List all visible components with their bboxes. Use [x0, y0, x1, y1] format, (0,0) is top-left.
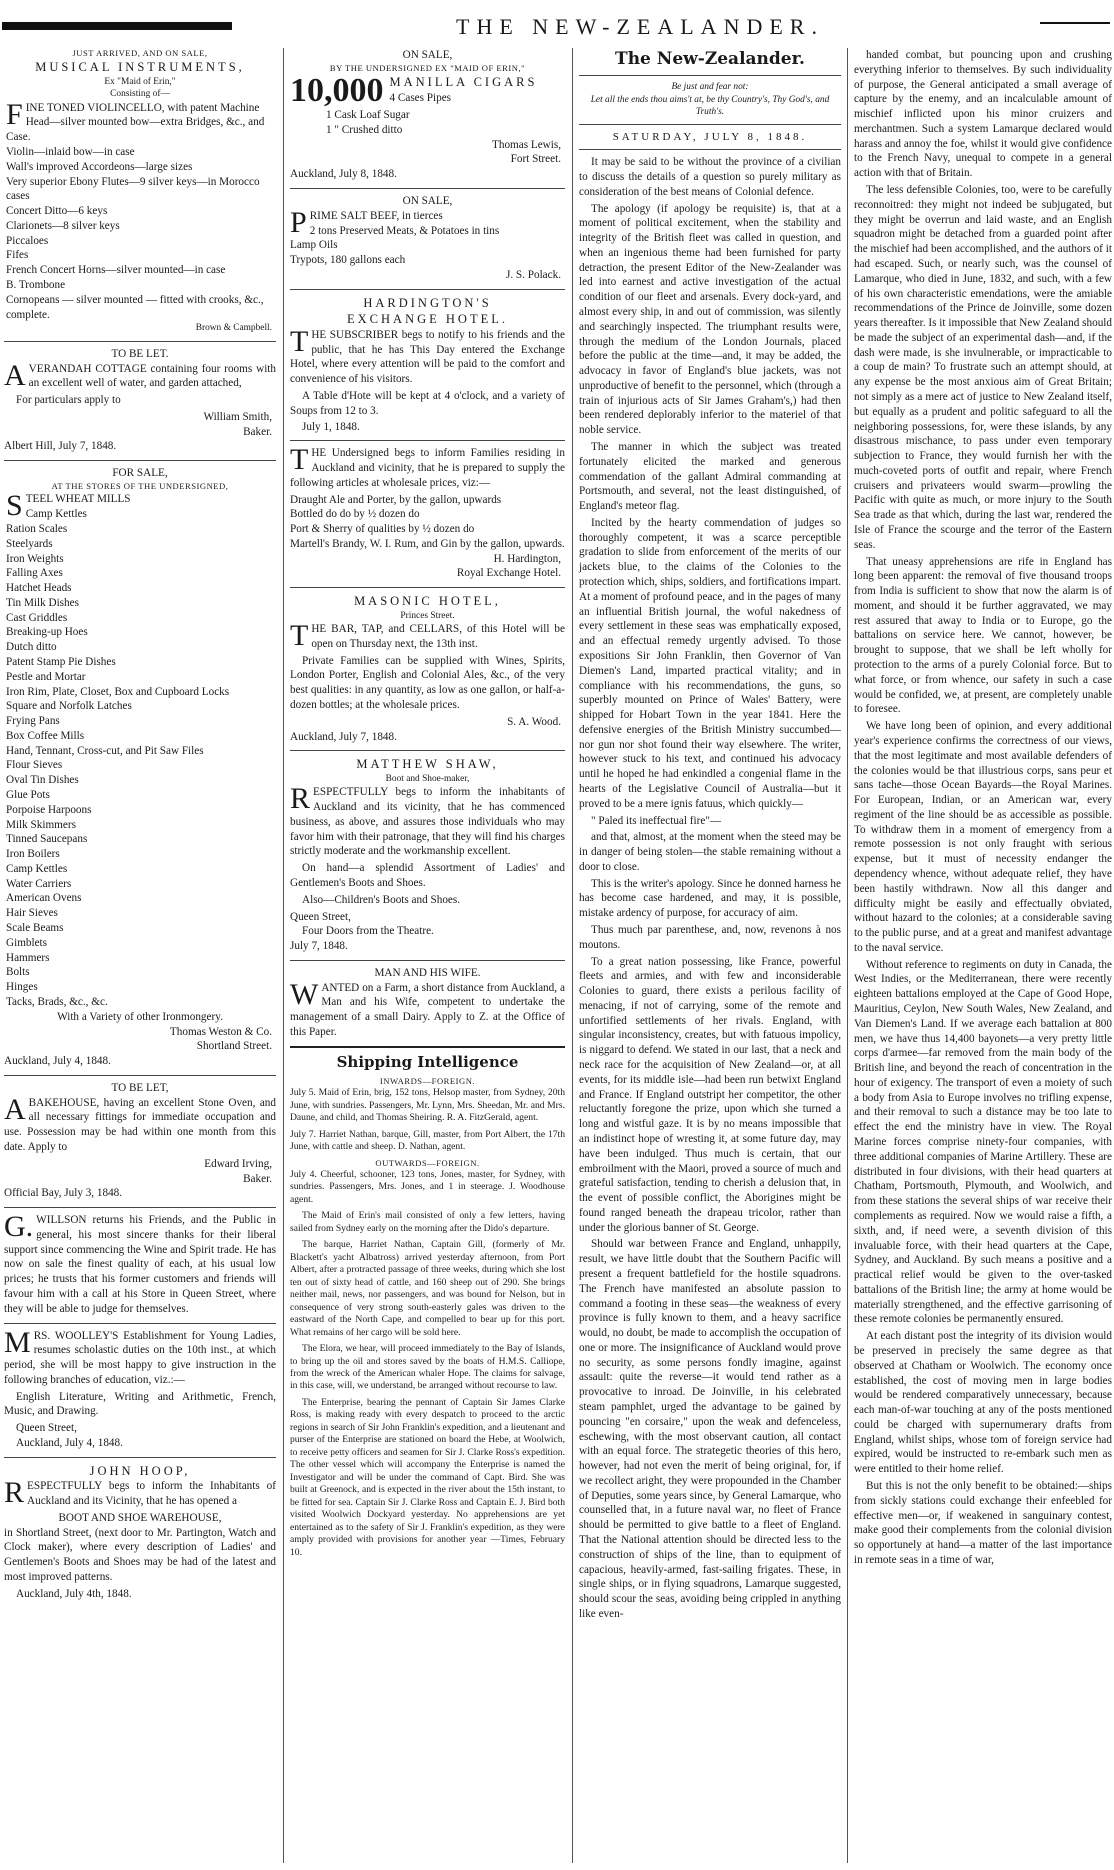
list-item: B. Trombone — [6, 279, 66, 292]
ad-hardington — [290, 295, 565, 582]
ad-date: Auckland, July 4th, 1848. — [16, 1587, 132, 1600]
list-item: Breaking-up Hoes — [6, 626, 88, 639]
section-heading: Shipping Intelligence — [336, 1052, 519, 1071]
editorial-continuation — [854, 48, 1112, 1568]
ad-heading: MATTHEW SHAW, — [356, 757, 499, 772]
list-item: Gimblets — [6, 936, 48, 949]
ad-signature: Baker. — [243, 425, 272, 438]
ad-ship: Ex "Maid of Erin," — [104, 76, 176, 87]
editorial-paragraph: Incited by the hearty commendation of judges so thoroughly competent, it was a scarce perceptible gradation to slide from enforcement of the merits of our jackets blue, to the claims of the Colonies to the protection which, ships, soldiers, and fortifications impart. At a moment of profound peace, and in the pages of many an influential British journal, the woful nakedness of every settlement in these seas was emphatically exposed, and an effectual remedy urgently advised. To those expositions Sir John Franklin, then Governor of Van Diemen's Land, imparted practical vitality; and in compliance with his recommendations, the guns, so superbly mounted on Prince of Wales' Battery, were shipped for Hobart Town in the year 1841. Here the defensive energies of the British Ministry succumbed—nor gun nor shot found their way elsewhere. The writer, however stuck to his text, and continued his advocacy until he hoped he had enkindled a congenial flame in the hearts of the Legislative Council of Australia—but it proved to be a mere ignis fatuus, which quickly— — [579, 516, 841, 810]
editorial-paragraph: That uneasy apprehensions are rife in England has long been apparent: the removal of five thousand troops from India is sufficient to show that now the alarm is of moment, and should it be further aggravated, we may rest assured that away to India or to Europe, go the battalions on service here. We cannot, however, be brought to suppose, that we shall be left wholly for protection to the arms of a purely Colonial force. But to what force, or from whence, our safety in such a case would be confided, we, at present, are completely unable to foresee. — [854, 555, 1112, 716]
list-item: PRIME SALT BEEF, in tierces — [290, 205, 443, 239]
list-item: 1 Cask Loaf Sugar — [326, 109, 410, 122]
list-item: 4 Cases Pipes — [389, 91, 452, 104]
list-item: Steelyards — [6, 537, 53, 550]
ad-subheading: Princes Street. — [400, 610, 455, 621]
ad-date: Auckland, July 7, 1848. — [290, 730, 397, 743]
list-item: 1 " Crushed ditto — [326, 123, 403, 136]
editorial-paragraph: The less defensible Colonies, too, were to be carefully reconnoitred: they might not indeed be subjugated, but they might be overrun and laid waste, and an English squadron might be detached from a guarded point after the mischief had been accomplished, and the authors of it had escaped. Such, or nearly such, was the counsel of Lamarque, who died in June, 1832, and such, with a few of his own characteristic emendations, were the amiable recommendations of the Prince de Joinville, some dozen years thereafter. Is it impossible that New Zealand should be made the subject of an experimental dash—and, if the dash were made, is she invulnerable, or impracticable to a coup de main? To frustrate such an attempt should, at any expense be the most anxious aim of Great Britain; not simply as a mere act of justice to New Zealand itself, but equally as a prudent and politic safeguard to all the neighboring possessions, for, were these islands, by any disastrous mischance, to pass under even temporary subjection to France, they would furnish her with the much-coveted ports of outfit and repair, where French cruisers and privateers would swarm—prowling the Pacific with quite as much, or more injury to the South Sea trade as that which, during the last war, rendered the Isle of France the scourge and the terror of the Eastern seas. — [854, 184, 1112, 551]
ad-signature: Thomas Weston & Co. — [169, 1025, 272, 1038]
ad-body: Private Families can be supplied with Wines, Spirits, London Porter, English and Colonial Ales, &c., of the very best qualities: in any quantity, as low as one gallon, or half-a-dozen bottles; at the wholesale prices. — [290, 654, 565, 712]
ad-heading: HARDINGTON'S — [363, 295, 492, 310]
list-item: Bolts — [6, 966, 30, 979]
ad-heading: MASONIC HOTEL, — [354, 594, 501, 609]
editorial-paragraph: We have long been of opinion, and every additional year's experience confirms the correctness of our views, that the most legitimate and most available defenders of the colonies would be that illustrious corps, sans peur et sans tache—those Ocean Bayards—the Royal Marines. For European, Indian, or an American war, every regiment of the line should be as accessible as possible. To withdraw them in a moment of emergency from a remote possession is not only fraught with serious expense, but it must of necessity endanger the dependency whence, without adequate relief, they have been hastily withdrawn. Now all this danger and difficulty might be easily and effectually obviated, without hazard to the colonies; at a considerable saving to the public purse, and at a great and manifest advantage to the naval service. — [854, 720, 1112, 954]
list-item: Pestle and Mortar — [6, 670, 86, 683]
ad-body: THE Undersigned begs to inform Families residing in Auckland and vicinity, that he is prepared to supply the following articles at wholesale prices, viz:— — [290, 443, 565, 489]
list-item: Wall's improved Accordeons—large sizes — [6, 160, 193, 173]
ad-date: Auckland, July 8, 1848. — [290, 168, 397, 181]
editorial-date: SATURDAY, JULY 8, 1848. — [612, 130, 808, 143]
editorial-paragraph: handed combat, but pouncing upon and crushing everything inferior to themselves. By such individuality of purpose, the General anticipated a small average of capture by the enemy, and an incalculable amount of mischief inflicted upon his minor cruizers and merchantmen. Such a system Lamarque declared would harass and annoy the foe, whilst it would give confidence to the French Navy, unequal to compete in a general action with that of Britain. — [854, 49, 1112, 180]
ad-body: A Table d'Hote will be kept at 4 o'clock, and a variety of Soups from 12 to 3. — [290, 389, 565, 417]
editorial-paragraph: Without reference to regiments on duty in Canada, the West Indies, or the Mediterranean, there were recently eighteen battalions employed at the Cape of Good Hope, Mauritius, Ceylon, New South Wales, New Zealand, and Van Diemen's Land. If we average each battalion at 800 men, we have thus 14,400 bayonets—a very pretty little corps d'armee—far removed from the main body of the British line, and beyond the reach of concentration in the hour of exigency. The transport of even a moiety of such a body from Asia to Europe involves no trifling expense, and their removal to such a distance may be too late to effect the end the ministry have in view. The Royal Marine forces comprise ninety-four companies, with three additional companies of Marine Artillery. These are distributed in four divisions, with their head quarters at Chatham, Portsmouth, Plymouth, and Woolwich, and from these stations the several ships of war receive their complements as required. Now we would raise a fifth, a sixth, and, if need were, a seventh division of this invaluable force, with their head quarters at the Cape, Sydney, and Auckland. By such means a positive and a practical relief would be given to the over-tasked battalions of the British line; the army at home would be materially strengthened, and the effective garrisoning of these remote colonies be permanently ensured. — [854, 958, 1112, 1326]
ad-title: MUSICAL INSTRUMENTS, — [35, 60, 245, 75]
list-item: Oval Tin Dishes — [6, 774, 79, 787]
ad-signature: S. A. Wood. — [507, 715, 561, 728]
shipping-entry: July 4. Cheerful, schooner, 123 tons, Jones, master, for Sydney, with sundries. Passengers, Mrs. Jones, and 1 in steerage. J. Woodhouse agent. — [290, 1168, 565, 1205]
list-item: Draught Ale and Porter, by the gallon, upwards — [290, 493, 502, 506]
list-item: Martell's Brandy, W. I. Rum, and Gin by the gallon, upwards. — [290, 537, 565, 550]
column-1 — [4, 48, 276, 1608]
list-item: Piccaloes — [6, 234, 49, 247]
ad-body: G.WILLSON returns his Friends, and the Public in general, his most sincere thanks for their liberal support since commencing the Wine and Spirit trade. He has now on sale the finest quality of each, at his usual low prices; he trusts that his former customers and friends will favour him with a call at his Store in Queen Street, where they will be able to judge for themselves. — [4, 1210, 276, 1315]
shipping-paragraph: The Maid of Erin's mail consisted of only a few letters, having sailed from Sydney early on the morning after the Dido's departure. — [290, 1210, 565, 1234]
subheading: OUTWARDS—FOREIGN. — [375, 1157, 480, 1168]
ad-woolley — [4, 1325, 276, 1451]
list-item: Hand, Tennant, Cross-cut, and Pit Saw Files — [6, 744, 204, 757]
ad-pre: JUST ARRIVED, AND ON SALE, — [72, 48, 208, 58]
shipping-paragraph: The Elora, we hear, will proceed immediately to the Bay of Islands, to bring up the oil and stores saved by the boats of H.M.S. Calliope, from the wreck of the American whaler Hope. The claims for salvage, in this case, will, we understand, be arranged without recourse to law. — [290, 1343, 565, 1392]
ad-heading: TO BE LET. — [111, 347, 169, 360]
ad-cottage — [4, 347, 276, 454]
editorial-paragraph: But this is not the only benefit to be obtained:—ships from sickly stations could exchange their enfeebled for effective men—or, if weakened in sanguinary contest, make good their complements from the colonial division so opportunely at hand—a matter of the last importance in remote seas in a time of war, — [854, 1480, 1112, 1566]
list-item: Hinges — [6, 981, 38, 994]
ad-body: ABAKEHOUSE, having an excellent Stone Oven, and all necessary fittings for immediate occupation and use. Possession may be had within one month from this date. Apply to — [4, 1092, 276, 1153]
cigar-quantity: 10,000 — [290, 74, 384, 109]
editorial-paragraph: This is the writer's apology. Since he donned harness he has become case hardened, and may, it is possible, mistake ardency of purpose, for accuracy of aim. — [579, 877, 841, 920]
ad-date: July 1, 1848. — [302, 421, 360, 434]
masthead-rule — [2, 22, 232, 30]
ad-willson — [4, 1210, 276, 1316]
ad-body: With a Variety of other Ironmongery. — [57, 1010, 223, 1023]
ad-body: WANTED on a Farm, a short distance from Auckland, a Man and his Wife, competent to undertake the management of a small Dairy. Apply to Z. at the Office of this Paper. — [290, 977, 565, 1038]
ad-date: Auckland, July 4, 1848. — [4, 1055, 111, 1068]
column-rule — [572, 48, 573, 1863]
ad-shaw — [290, 756, 565, 954]
ad-signature: Royal Exchange Hotel. — [456, 567, 561, 580]
editorial-paragraph: " Paled its ineffectual fire"— — [591, 814, 722, 827]
list-item: Ration Scales — [6, 522, 68, 535]
list-item: Cornopeans — silver mounted — fitted with crooks, &c., complete. — [6, 293, 264, 321]
shipping-paragraph: The Enterprise, bearing the pennant of Captain Sir James Clarke Ross, is making ready with every despatch to proceed to the arctic regions in search of Sir John Franklin's expedition, and a lieutenant and purser of the Enterprise are stationed on board the Hebe, at Woolwich, to receive petty officers and seamen for Sir J. Clarke Ross's expedition. The other vessel which will accompany the Enterprise is named the Investigator and will be under the command of Capt. Bird. She was built at Greenock, and is expected in the river about the 15th instant, to be fitted for sea. Captain Sir J. Clarke Ross and Captain E. J. Bird both visited Woolwich Dockyard yesterday. No apprehensions are yet entertained as to the safety of Sir J. Franklin's expedition, as they were amply provided with provisions for another year —Times, February 10. — [290, 1396, 565, 1558]
list-item: Tacks, Brads, &c., &c. — [6, 995, 108, 1008]
list-item: Lamp Oils — [290, 239, 338, 252]
editorial-paragraph: and that, almost, at the moment when the steed may be in danger of being stolen—the stable remaining without a door to close. — [579, 831, 841, 873]
motto: Let all the ends thou aims't at, be thy Country's, Thy God's, and Truth's. — [590, 94, 830, 118]
column-rule — [847, 48, 848, 1863]
shipping-entry: July 7. Harriet Nathan, barque, Gill, master, from Port Albert, the 17th June, with cattle and sheep. D. Nathan, agent. — [290, 1128, 565, 1153]
list-item: Porpoise Harpoons — [6, 803, 92, 816]
shipping-paragraph: The barque, Harriet Nathan, Captain Gill, (formerly of Mr. Blackett's yacht Albatross) arrived yesterday afternoon, from Port Albert, after a protracted passage of three weeks, during which she lost ten out of sixty head of cattle, and 160 sheep out of 290. She brings neither mail, news, nor passengers, and was bound for Nelson, but in consequence of very strong south-easterly gales was driven to the eastward of the North Cape, and compelled to bear up for this port. What remains of her cargo will be sold here. — [290, 1239, 565, 1338]
ad-body: MRS. WOOLLEY'S Establishment for Young Ladies, resumes scholastic duties on the 10th inst., at which period, she will be most happy to give instruction in the following branches of education, viz.:— — [4, 1325, 276, 1386]
ad-heading: TO BE LET, — [111, 1081, 169, 1094]
list-item: Iron Weights — [6, 552, 64, 565]
ad-heading: MAN AND HIS WIFE. — [374, 966, 481, 979]
ad-for-sale — [4, 466, 276, 1069]
ad-subheading: Boot and Shoe-maker, — [385, 773, 470, 784]
list-item: Camp Kettles — [25, 508, 87, 521]
list-item: Camp Kettles — [6, 862, 68, 875]
list-item: STEEL WHEAT MILLS — [6, 489, 131, 523]
list-item: American Ovens — [6, 892, 82, 905]
list-item: Iron Boilers — [6, 848, 60, 861]
list-item: Dutch ditto — [6, 641, 57, 654]
list-item: Port & Sherry of qualities by ½ dozen do — [290, 523, 475, 536]
ad-date: Albert Hill, July 7, 1848. — [4, 440, 117, 453]
list-item: Cast Griddles — [6, 611, 68, 624]
list-item: Concert Ditto—6 keys — [6, 205, 108, 218]
ad-body: THE BAR, TAP, and CELLARS, of this Hotel will be open on Thursday next, the 13th inst. — [290, 619, 565, 653]
editorial-paragraph: Thus much par parenthese, and, now, revenons à nos moutons. — [579, 924, 841, 951]
list-item: Glue Pots — [6, 789, 50, 801]
list-item: Frying Pans — [6, 715, 60, 728]
column-4 — [854, 48, 1112, 1570]
shipping-intelligence — [290, 1053, 565, 1559]
list-item: Scale Beams — [6, 922, 64, 935]
masthead-title: THE NEW-ZEALANDER. — [456, 14, 824, 39]
ad-signature: J. S. Polack. — [505, 268, 561, 281]
ad-wife — [290, 966, 565, 1040]
ad-body: RESPECTFULLY begs to inform the inhabitants of Auckland and its vicinity, that he has commenced business, as above, and assures those individuals who may favor him with their patronage, that they will find his charges strictly moderate and the workmanship excellent. — [290, 782, 565, 858]
ad-signature: H. Hardington, — [493, 552, 561, 565]
ad-body: For particulars apply to — [16, 394, 121, 407]
list-item: Square and Norfolk Latches — [6, 700, 132, 713]
editorial-paragraph: Should war between France and England, unhappily, result, we have little doubt that the Southern Pacific will present a frequent battlefield for the hostile squadrons. The French have manifested an absolute passion to command a footing in these seas—the weakness of every province is fully known to them, and a heavy sacrifice would, no doubt, be made to accomplish the occupation of one or more. The insignificance of Auckland would prove no security, as some persons fondly imagine, against assault: quite the reverse—it would tend rather as a provocative to inroad. De Joinville, in his celebrated steam pamphlet, urged the advantage to be gained by pouncing "en corsaire," upon the weak and defenceless, eschewing, with the most observant caution, all contact with an equal force. The strategetic theories of this hero, however, had not even the merit of being original, for, if we recollect aright, they were propounded in the Chamber of Deputies, some years since, by General Lamarque, who counselled that, in a future naval war, no fleet of France should be permitted to give battle to a fleet of England. That the National attention should be directed less to the construction of ships of the line, than to equipment of capacious, heavily-armed, fast-sailing frigates. These, in single ships, or in flying squadrons, Lamarque suggested, should scour the seas, avoiding being crippled in anything like even- — [579, 1238, 841, 1620]
list-item: Iron Rim, Plate, Closet, Box and Cupboard Locks — [6, 685, 230, 698]
ad-signature: Edward Irving, — [204, 1157, 272, 1170]
list-item: Milk Skimmers — [6, 818, 76, 831]
ad-body: in Shortland Street, (next door to Mr. Partington, Watch and Clock maker), where every description of Ladies' and Gentlemen's Boots and Shoes may be had of the latest and most improved patterns. — [4, 1526, 276, 1583]
ad-heading: ON SALE, — [402, 195, 453, 208]
ad-body: On hand—a splendid Assortment of Ladies' and Gentlemen's Boots and Shoes. — [290, 862, 565, 889]
editorial-nameplate: The New-Zealander. — [615, 49, 805, 69]
ad-instruments — [4, 48, 276, 335]
list-item: Falling Axes — [6, 567, 63, 580]
ad-signature: William Smith, — [203, 410, 272, 423]
ad-date: July 7, 1848. — [290, 940, 348, 953]
list-item: French Concert Horns—silver mounted—in case — [6, 264, 226, 277]
subheading: INWARDS—FOREIGN. — [379, 1076, 476, 1087]
masthead — [0, 8, 1114, 48]
ad-consisting: Consisting of— — [110, 89, 170, 100]
list-item: Bottled do do by ½ dozen do — [290, 508, 420, 521]
column-2 — [290, 48, 565, 1563]
list-item: Box Coffee Mills — [6, 729, 85, 742]
ad-signature: Thomas Lewis, — [492, 138, 561, 151]
ad-date: Auckland, July 4, 1848. — [16, 1437, 123, 1450]
ad-heading: FOR SALE, — [112, 467, 168, 480]
motto: Be just and fear not: — [671, 82, 749, 93]
list-item: Tinned Saucepans — [6, 833, 88, 846]
list-item: Fifes — [6, 249, 29, 262]
column-3 — [579, 48, 841, 1624]
ad-signature: Fort Street. — [510, 153, 561, 166]
ad-address: Queen Street, — [290, 910, 351, 923]
ad-body: English Literature, Writing and Arithmetic, French, Music, and Drawing. — [4, 1390, 276, 1418]
list-item: Clarionets—8 silver keys — [6, 219, 120, 232]
ad-date: Official Bay, July 3, 1848. — [4, 1187, 123, 1200]
editorial-body — [579, 155, 841, 1622]
ad-signature: Baker. — [243, 1172, 272, 1185]
ad-subheading: BOOT AND SHOE WAREHOUSE, — [58, 1511, 222, 1524]
editorial-paragraph: At each distant post the integrity of its division would be preserved in precisely the same degree as that observed at Chatham or Woolwich. The economy once established, the cost of moving men in large bodies would be rendered comparatively unnecessary, because each man-of-war touching at any of the posts mentioned could be charged with supernumerary drafts from England, whilst ships, whose tom of foreign service had expired, would be instructed to re-embark such men as were entitled to their home relief. — [854, 1330, 1112, 1476]
ad-signature: Shortland Street. — [196, 1040, 272, 1053]
masthead-rule — [1040, 22, 1110, 24]
ad-heading: JOHN HOOP, — [89, 1463, 191, 1478]
ironmongery-list — [4, 489, 276, 1009]
list-item: Flour Sieves — [6, 759, 63, 772]
list-item: Hatchet Heads — [6, 582, 72, 595]
ad-masonic — [290, 593, 565, 744]
editorial-paragraph: It may be said to be without the province of a civilian to discuss the details of a question so purely military as consideration of the best means of Colonial defence. — [579, 156, 841, 198]
list-item: FINE TONED VIOLINCELLO, with patent Machine Head—silver mounted bow—extra Bridges, &c., and Case. — [6, 97, 265, 144]
column-rule — [283, 48, 284, 1863]
list-item: Hair Sieves — [6, 907, 58, 920]
list-item: Tin Milk Dishes — [6, 596, 79, 609]
list-item: Violin—inlaid bow—in case — [6, 146, 135, 158]
list-item: Water Carriers — [6, 877, 72, 890]
ad-signature: Brown & Campbell. — [195, 323, 272, 334]
list-item: Patent Stamp Pie Dishes — [6, 655, 116, 668]
ad-subheading: BY THE UNDERSIGNED EX "MAID OF ERIN," — [329, 62, 526, 73]
ad-hoop — [4, 1463, 276, 1602]
editorial-paragraph: To a great nation possessing, like France, powerful fleets and armies, and with few and inconsiderable Colonies to guard, there exists a perilous facility of menacing, if not of carrying, some of the remote and unfortified settlements of her rivals. England, with singular inconsistency, creates, but with fatuous impolicy, is niggard to defend. We stated in our last, that a neck and neck race for the acquisition of New Zealand—or, at all events, for its middle isle—had been run betwixt England and France. If England outstript her competitor, the other reluctantly foregone the prize, upon which she turned a long and wistful gaze. It is by no means impossible that an indistinct hope of wresting it, at some future day, may have been indulged. Thus much is certain, that our embroilment with the Maori, proved a source of much and grateful satisfaction, tending to cherish a delusion that, in the event of possible conflict, the Aborigines might be found ranged beneath the drapeau tricolor, rather than under the glorious banner of St. George. — [579, 955, 841, 1234]
shipping-entry: July 5. Maid of Erin, brig, 152 tons, Helsop master, from Sydney, 20th June, with sundries. Passengers, Mr. Lynn, Mrs. Sheedan, Mr. and Mrs. Daune, and child, and Thomas Sheiring. R. A. FitzGerald, agent. — [290, 1087, 565, 1124]
ad-body: RESPECTFULLY begs to inform the Inhabitants of Auckland and its Vicinity, that he has opened a — [4, 1476, 276, 1510]
instrument-list — [4, 97, 276, 323]
ad-subheading: AT THE STORES OF THE UNDERSIGNED, — [51, 481, 229, 492]
ad-heading: ON SALE, — [402, 49, 453, 61]
ad-address: Queen Street, — [16, 1422, 77, 1435]
editorial-paragraph: The apology (if apology be requisite) is, that at a moment of political excitement, when the stability and integrity of the British fleet was called in question, and when an ingenious theme had been furnished for party detraction, the present Editor of the New-Zealander was led into earnest and active investigation of the actual condition of our fleet and arsenals. Every dock-yard, and almost every ship, in and out of commission, was silently and searchingly inspected. The triumphant results were, through the medium of the London Journals, placed before the public at the time—and, it may be added, the advocacy in favor of England's blue jackets, was not unproductive of benefit to the personnel, which (through a train of injurious acts of Sir James Graham's,) had then been rendered deplorably inferior to the materiel of that noble service. — [579, 202, 841, 437]
list-item: 2 tons Preserved Meats, & Potatoes in tins — [309, 224, 500, 237]
list-item: Hammers — [6, 951, 50, 964]
ad-body: AVERANDAH COTTAGE containing four rooms with an excellent well of water, and garden attached, — [4, 358, 276, 392]
ad-heading: EXCHANGE HOTEL. — [347, 312, 508, 327]
list-item: MANILLA CIGARS — [389, 75, 538, 90]
list-item: Very superior Ebony Flutes—9 silver keys—in Morocco cases — [6, 175, 260, 203]
ad-cigars — [290, 48, 565, 182]
ad-body: THE SUBSCRIBER begs to notify to his friends and the public, that he has This Day entered the Exchange Hotel, where every attention will be paid to the comfort and convenience of his visitors. — [290, 324, 565, 386]
ad-body: Also—Children's Boots and Shoes. — [302, 893, 461, 906]
ad-beef — [290, 194, 565, 283]
ad-bakehouse — [4, 1081, 276, 1201]
ad-address: Four Doors from the Theatre. — [302, 925, 434, 938]
editorial-paragraph: The manner in which the subject was treated fortunately elicited the marked and generous commendation of the gallant Admiral commanding at Portsmouth, and several, not the least distinguished, of England's meteor flag. — [579, 441, 841, 513]
list-item: Trypots, 180 gallons each — [290, 254, 406, 267]
